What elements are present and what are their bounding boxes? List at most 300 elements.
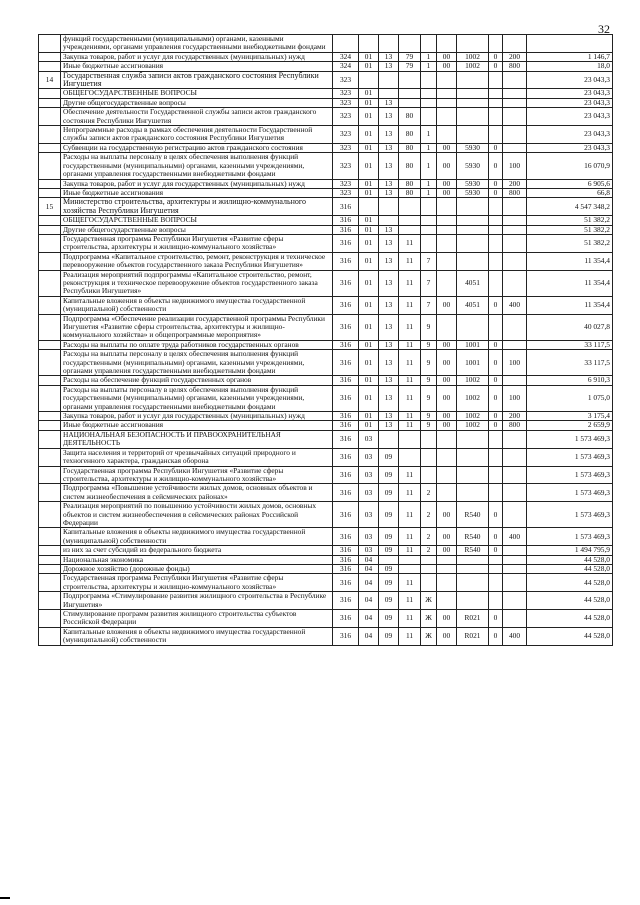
section-code-cell: 01 <box>359 216 379 225</box>
table-row <box>39 89 613 98</box>
table-row <box>39 448 613 466</box>
direction-suffix-cell: 0 <box>489 188 503 197</box>
admin-code-cell: 316 <box>333 430 359 448</box>
direction-suffix-cell <box>489 252 503 270</box>
direction-suffix-cell <box>489 430 503 448</box>
expense-type-code-cell <box>503 35 527 53</box>
expense-type-code-cell <box>503 484 527 502</box>
section-code-cell: 03 <box>359 448 379 466</box>
subsection-code-cell: 13 <box>379 179 399 188</box>
program-code-cell <box>399 430 421 448</box>
amount-cell: 23 043,3 <box>527 126 613 144</box>
program-code-cell: 11 <box>399 502 421 528</box>
subprogram-code-cell: 9 <box>421 376 437 385</box>
expense-name-cell: Подпрограмма «Стимулирование развития жилищного строительства в Республике Ингушетия» <box>61 592 333 610</box>
event-code-cell: 00 <box>437 143 457 152</box>
program-code-cell: 79 <box>399 62 421 71</box>
row-number-cell <box>39 610 61 628</box>
expense-type-code-cell <box>503 234 527 252</box>
subprogram-code-cell <box>421 448 437 466</box>
program-code-cell: 80 <box>399 179 421 188</box>
event-code-cell <box>437 484 457 502</box>
row-number-cell <box>39 546 61 555</box>
section-code-cell: 04 <box>359 555 379 564</box>
expense-type-code-cell <box>503 592 527 610</box>
section-code-cell: 03 <box>359 484 379 502</box>
expense-name-cell: Подпрограмма «Повышение устойчивости жилых домов, основных объектов и систем жизнеобеспечения в сейсмических районах» <box>61 484 333 502</box>
direction-code-cell <box>457 466 489 484</box>
direction-suffix-cell: 0 <box>489 546 503 555</box>
expense-name-cell: Капитальные вложения в объекты недвижимого имущества государственной (муниципальной) собственности <box>61 627 333 645</box>
subsection-code-cell: 13 <box>379 62 399 71</box>
expense-type-code-cell <box>503 502 527 528</box>
expense-name-cell: Закупка товаров, работ и услуг для государственных (муниципальных) нужд <box>61 179 333 188</box>
section-code-cell: 01 <box>359 188 379 197</box>
row-number-cell <box>39 448 61 466</box>
program-code-cell: 11 <box>399 340 421 349</box>
admin-code-cell: 316 <box>333 592 359 610</box>
expense-name-cell: Иные бюджетные ассигнования <box>61 421 333 430</box>
table-row <box>39 35 613 53</box>
subprogram-code-cell <box>421 216 437 225</box>
subsection-code-cell <box>379 216 399 225</box>
row-number-cell <box>39 252 61 270</box>
direction-code-cell: R540 <box>457 528 489 546</box>
table-row <box>39 188 613 197</box>
subprogram-code-cell: 2 <box>421 484 437 502</box>
subsection-code-cell <box>379 35 399 53</box>
section-code-cell: 03 <box>359 430 379 448</box>
program-code-cell: 79 <box>399 52 421 61</box>
direction-code-cell: 1002 <box>457 376 489 385</box>
subsection-code-cell: 09 <box>379 574 399 592</box>
subsection-code-cell: 09 <box>379 466 399 484</box>
expense-name-cell: Непрограммные расходы в рамках обеспечения деятельности Государственной службы записи актов гражданского состояния Республики Ингушетия <box>61 126 333 144</box>
direction-code-cell: 1001 <box>457 340 489 349</box>
event-code-cell: 00 <box>437 153 457 179</box>
table-row <box>39 385 613 411</box>
section-code-cell: 01 <box>359 252 379 270</box>
table-row <box>39 412 613 421</box>
direction-code-cell: 1001 <box>457 350 489 376</box>
program-code-cell: 11 <box>399 234 421 252</box>
section-code-cell: 04 <box>359 627 379 645</box>
subsection-code-cell: 09 <box>379 610 399 628</box>
row-number-cell <box>39 296 61 314</box>
amount-cell: 66,8 <box>527 188 613 197</box>
expense-name-cell: Закупка товаров, работ и услуг для государственных (муниципальных) нужд <box>61 52 333 61</box>
subprogram-code-cell <box>421 198 437 216</box>
expense-type-code-cell <box>503 340 527 349</box>
admin-code-cell: 316 <box>333 610 359 628</box>
program-code-cell <box>399 225 421 234</box>
row-number-cell <box>39 89 61 98</box>
subprogram-code-cell: 9 <box>421 385 437 411</box>
program-code-cell: 11 <box>399 484 421 502</box>
expense-type-code-cell <box>503 555 527 564</box>
table-row <box>39 564 613 573</box>
subprogram-code-cell <box>421 564 437 573</box>
subprogram-code-cell: 1 <box>421 188 437 197</box>
subprogram-code-cell: 9 <box>421 350 437 376</box>
page-number: 32 <box>598 22 610 36</box>
expense-name-cell: Иные бюджетные ассигнования <box>61 62 333 71</box>
event-code-cell: 00 <box>437 296 457 314</box>
event-code-cell <box>437 126 457 144</box>
event-code-cell <box>437 252 457 270</box>
table-row <box>39 627 613 645</box>
subprogram-code-cell: Ж <box>421 592 437 610</box>
expense-type-code-cell: 100 <box>503 350 527 376</box>
subsection-code-cell: 09 <box>379 627 399 645</box>
amount-cell: 23 043,3 <box>527 108 613 126</box>
direction-suffix-cell <box>489 466 503 484</box>
subsection-code-cell <box>379 71 399 89</box>
row-number-cell <box>39 270 61 296</box>
amount-cell: 51 382,2 <box>527 225 613 234</box>
row-number-cell <box>39 108 61 126</box>
event-code-cell: 00 <box>437 610 457 628</box>
section-code-cell: 04 <box>359 592 379 610</box>
row-number-cell: 14 <box>39 71 61 89</box>
subsection-code-cell: 09 <box>379 546 399 555</box>
expense-name-cell: Реализация мероприятий подпрограммы «Капитальное строительство, ремонт, реконструкция и техническое перевооружение объектов государственного заказа Республики Ингушетия» <box>61 270 333 296</box>
expense-name-cell: Государственная программа Республики Ингушетия «Развитие сферы строительства, архитектуры и жилищно-коммунального хозяйства» <box>61 234 333 252</box>
event-code-cell: 00 <box>437 179 457 188</box>
program-code-cell: 11 <box>399 592 421 610</box>
direction-code-cell: 4051 <box>457 270 489 296</box>
subprogram-code-cell: 9 <box>421 421 437 430</box>
section-code-cell: 01 <box>359 108 379 126</box>
subprogram-code-cell: 1 <box>421 153 437 179</box>
table-row <box>39 350 613 376</box>
direction-suffix-cell: 0 <box>489 502 503 528</box>
direction-suffix-cell: 0 <box>489 376 503 385</box>
program-code-cell: 80 <box>399 143 421 152</box>
budget-table-body <box>39 35 613 646</box>
subsection-code-cell <box>379 555 399 564</box>
subprogram-code-cell: 7 <box>421 296 437 314</box>
table-row <box>39 153 613 179</box>
admin-code-cell: 316 <box>333 376 359 385</box>
direction-suffix-cell <box>489 555 503 564</box>
admin-code-cell: 316 <box>333 198 359 216</box>
row-number-cell <box>39 627 61 645</box>
table-row <box>39 546 613 555</box>
event-code-cell: 00 <box>437 421 457 430</box>
event-code-cell <box>437 98 457 107</box>
expense-name-cell: Другие общегосударственные вопросы <box>61 225 333 234</box>
direction-suffix-cell <box>489 89 503 98</box>
program-code-cell <box>399 564 421 573</box>
section-code-cell <box>359 71 379 89</box>
amount-cell: 1 573 469,3 <box>527 502 613 528</box>
expense-type-code-cell <box>503 198 527 216</box>
program-code-cell <box>399 89 421 98</box>
row-number-cell <box>39 153 61 179</box>
table-row <box>39 126 613 144</box>
row-number-cell <box>39 421 61 430</box>
section-code-cell: 01 <box>359 234 379 252</box>
section-code-cell: 01 <box>359 385 379 411</box>
direction-code-cell <box>457 234 489 252</box>
event-code-cell: 00 <box>437 546 457 555</box>
event-code-cell <box>437 564 457 573</box>
row-number-cell <box>39 143 61 152</box>
expense-name-cell: Другие общегосударственные вопросы <box>61 98 333 107</box>
direction-code-cell: R021 <box>457 627 489 645</box>
table-row <box>39 62 613 71</box>
event-code-cell <box>437 234 457 252</box>
direction-suffix-cell <box>489 71 503 89</box>
subprogram-code-cell: 1 <box>421 143 437 152</box>
amount-cell: 16 070,9 <box>527 153 613 179</box>
row-number-cell <box>39 188 61 197</box>
subsection-code-cell: 09 <box>379 528 399 546</box>
subprogram-code-cell <box>421 89 437 98</box>
amount-cell: 18,0 <box>527 62 613 71</box>
amount-cell: 3 175,4 <box>527 412 613 421</box>
program-code-cell: 11 <box>399 385 421 411</box>
expense-name-cell: Защита населения и территорий от чрезвычайных ситуаций природного и техногенного характера, гражданская оборона <box>61 448 333 466</box>
amount-cell: 23 043,3 <box>527 71 613 89</box>
subsection-code-cell: 13 <box>379 98 399 107</box>
direction-suffix-cell <box>489 35 503 53</box>
admin-code-cell: 316 <box>333 421 359 430</box>
section-code-cell: 01 <box>359 153 379 179</box>
admin-code-cell: 316 <box>333 546 359 555</box>
admin-code-cell: 323 <box>333 143 359 152</box>
amount-cell: 1 573 469,3 <box>527 484 613 502</box>
admin-code-cell: 316 <box>333 502 359 528</box>
amount-cell: 11 354,4 <box>527 270 613 296</box>
admin-code-cell: 324 <box>333 62 359 71</box>
subprogram-code-cell <box>421 71 437 89</box>
table-row <box>39 52 613 61</box>
expense-name-cell: Государственная программа Республики Ингушетия «Развитие сферы строительства, архитектуры и жилищно-коммунального хозяйства» <box>61 466 333 484</box>
program-code-cell: 11 <box>399 252 421 270</box>
expense-type-code-cell <box>503 71 527 89</box>
section-code-cell <box>359 35 379 53</box>
expense-type-code-cell: 800 <box>503 188 527 197</box>
row-number-cell <box>39 126 61 144</box>
admin-code-cell: 323 <box>333 179 359 188</box>
subprogram-code-cell: 2 <box>421 546 437 555</box>
event-code-cell: 00 <box>437 62 457 71</box>
program-code-cell: 80 <box>399 188 421 197</box>
expense-type-code-cell <box>503 108 527 126</box>
subprogram-code-cell <box>421 98 437 107</box>
section-code-cell: 01 <box>359 89 379 98</box>
expense-type-code-cell: 200 <box>503 412 527 421</box>
subprogram-code-cell <box>421 225 437 234</box>
expense-type-code-cell <box>503 564 527 573</box>
row-number-cell <box>39 52 61 61</box>
direction-suffix-cell <box>489 484 503 502</box>
admin-code-cell: 316 <box>333 555 359 564</box>
direction-suffix-cell: 0 <box>489 52 503 61</box>
section-code-cell: 01 <box>359 296 379 314</box>
expense-name-cell: Дорожное хозяйство (дорожные фонды) <box>61 564 333 573</box>
amount-cell: 4 547 348,2 <box>527 198 613 216</box>
subsection-code-cell: 09 <box>379 502 399 528</box>
row-number-cell <box>39 225 61 234</box>
row-number-cell <box>39 528 61 546</box>
direction-code-cell: R540 <box>457 502 489 528</box>
row-number-cell: 15 <box>39 198 61 216</box>
direction-code-cell: 1002 <box>457 52 489 61</box>
program-code-cell: 11 <box>399 412 421 421</box>
row-number-cell <box>39 216 61 225</box>
section-code-cell: 04 <box>359 610 379 628</box>
amount-cell: 1 146,7 <box>527 52 613 61</box>
direction-suffix-cell: 0 <box>489 62 503 71</box>
amount-cell: 44 528,0 <box>527 555 613 564</box>
direction-suffix-cell <box>489 126 503 144</box>
amount-cell: 51 382,2 <box>527 216 613 225</box>
table-row <box>39 216 613 225</box>
budget-table <box>38 34 613 646</box>
subsection-code-cell: 13 <box>379 52 399 61</box>
direction-code-cell: 1002 <box>457 62 489 71</box>
expense-name-cell: Капитальные вложения в объекты недвижимого имущества государственной (муниципальной) собственности <box>61 528 333 546</box>
section-code-cell: 04 <box>359 564 379 573</box>
expense-name-cell: Национальная экономика <box>61 555 333 564</box>
table-row <box>39 71 613 89</box>
direction-suffix-cell: 0 <box>489 340 503 349</box>
section-code-cell: 03 <box>359 502 379 528</box>
section-code-cell: 04 <box>359 574 379 592</box>
row-number-cell <box>39 340 61 349</box>
subprogram-code-cell: Ж <box>421 610 437 628</box>
event-code-cell <box>437 198 457 216</box>
subsection-code-cell: 13 <box>379 350 399 376</box>
admin-code-cell: 316 <box>333 385 359 411</box>
event-code-cell <box>437 225 457 234</box>
direction-suffix-cell: 0 <box>489 528 503 546</box>
section-code-cell: 01 <box>359 98 379 107</box>
section-code-cell: 01 <box>359 126 379 144</box>
direction-suffix-cell: 0 <box>489 385 503 411</box>
amount-cell: 44 528,0 <box>527 564 613 573</box>
expense-type-code-cell <box>503 546 527 555</box>
expense-type-code-cell <box>503 270 527 296</box>
section-code-cell: 01 <box>359 350 379 376</box>
section-code-cell: 01 <box>359 412 379 421</box>
program-code-cell: 80 <box>399 153 421 179</box>
admin-code-cell <box>333 35 359 53</box>
row-number-cell <box>39 430 61 448</box>
expense-type-code-cell <box>503 430 527 448</box>
table-row <box>39 430 613 448</box>
expense-type-code-cell <box>503 466 527 484</box>
program-code-cell: 11 <box>399 627 421 645</box>
subsection-code-cell: 13 <box>379 421 399 430</box>
event-code-cell: 00 <box>437 385 457 411</box>
expense-name-cell: Государственная программа Республики Ингушетия «Развитие сферы строительства, архитектуры и жилищно-коммунального хозяйства» <box>61 574 333 592</box>
admin-code-cell: 324 <box>333 52 359 61</box>
direction-suffix-cell <box>489 98 503 107</box>
direction-code-cell <box>457 252 489 270</box>
subprogram-code-cell <box>421 555 437 564</box>
subsection-code-cell <box>379 430 399 448</box>
event-code-cell <box>437 448 457 466</box>
expense-name-cell: Обеспечение деятельности Государственной службы записи актов гражданского состояния Республики Ингушетия <box>61 108 333 126</box>
expense-type-code-cell: 800 <box>503 62 527 71</box>
table-row <box>39 421 613 430</box>
admin-code-cell: 316 <box>333 412 359 421</box>
subprogram-code-cell: 1 <box>421 179 437 188</box>
subprogram-code-cell <box>421 234 437 252</box>
subprogram-code-cell: 7 <box>421 270 437 296</box>
direction-code-cell <box>457 574 489 592</box>
program-code-cell <box>399 198 421 216</box>
amount-cell: 2 659,9 <box>527 421 613 430</box>
event-code-cell: 00 <box>437 627 457 645</box>
direction-suffix-cell <box>489 234 503 252</box>
event-code-cell: 00 <box>437 528 457 546</box>
direction-code-cell <box>457 314 489 340</box>
expense-name-cell: Расходы на выплаты персоналу в целях обеспечения выполнения функций государственными (муниципальными) органами, казенными учреждениями, органами управления государственными внебюджетными фондами <box>61 153 333 179</box>
admin-code-cell: 316 <box>333 564 359 573</box>
expense-name-cell: ОБЩЕГОСУДАРСТВЕННЫЕ ВОПРОСЫ <box>61 216 333 225</box>
admin-code-cell: 316 <box>333 252 359 270</box>
expense-name-cell: Подпрограмма «Обеспечение реализации государственной программы Республики Ингушетия «Развитие сферы строительства, архитектуры и жилищно-коммунального хозяйства» и общепрограммные мероприятия» <box>61 314 333 340</box>
row-number-cell <box>39 179 61 188</box>
expense-name-cell: Закупка товаров, работ и услуг для государственных (муниципальных) нужд <box>61 412 333 421</box>
expense-type-code-cell: 100 <box>503 153 527 179</box>
direction-suffix-cell: 0 <box>489 296 503 314</box>
subsection-code-cell: 13 <box>379 296 399 314</box>
subsection-code-cell: 13 <box>379 153 399 179</box>
section-code-cell: 01 <box>359 376 379 385</box>
amount-cell: 44 528,0 <box>527 592 613 610</box>
amount-cell: 1 573 469,3 <box>527 448 613 466</box>
expense-type-code-cell <box>503 216 527 225</box>
subprogram-code-cell: 2 <box>421 502 437 528</box>
scan-edge-mark <box>0 897 10 899</box>
event-code-cell <box>437 430 457 448</box>
admin-code-cell: 316 <box>333 340 359 349</box>
subsection-code-cell: 13 <box>379 108 399 126</box>
direction-code-cell <box>457 448 489 466</box>
expense-name-cell: ОБЩЕГОСУДАРСТВЕННЫЕ ВОПРОСЫ <box>61 89 333 98</box>
program-code-cell <box>399 555 421 564</box>
amount-cell: 1 573 469,3 <box>527 466 613 484</box>
expense-type-code-cell <box>503 574 527 592</box>
program-code-cell: 11 <box>399 610 421 628</box>
expense-name-cell: Расходы на обеспечение функций государственных органов <box>61 376 333 385</box>
subsection-code-cell: 13 <box>379 270 399 296</box>
direction-suffix-cell <box>489 574 503 592</box>
program-code-cell: 80 <box>399 126 421 144</box>
expense-name-cell: Расходы на выплаты персоналу в целях обеспечения выполнения функций государственными (муниципальными) органами, казенными учреждениями, органами управления государственными внебюджетными фондами <box>61 385 333 411</box>
table-row <box>39 252 613 270</box>
expense-name-cell: Реализация мероприятий по повышению устойчивости жилых домов, основных объектов и систем жизнеобеспечения в сейсмических районах Российской Федерации <box>61 502 333 528</box>
row-number-cell <box>39 385 61 411</box>
amount-cell: 23 043,3 <box>527 143 613 152</box>
admin-code-cell: 316 <box>333 225 359 234</box>
direction-code-cell <box>457 126 489 144</box>
expense-type-code-cell: 400 <box>503 528 527 546</box>
amount-cell: 1 075,0 <box>527 385 613 411</box>
admin-code-cell: 323 <box>333 89 359 98</box>
program-code-cell <box>399 448 421 466</box>
expense-type-code-cell <box>503 225 527 234</box>
direction-suffix-cell: 0 <box>489 143 503 152</box>
direction-code-cell: R021 <box>457 610 489 628</box>
section-code-cell: 03 <box>359 528 379 546</box>
